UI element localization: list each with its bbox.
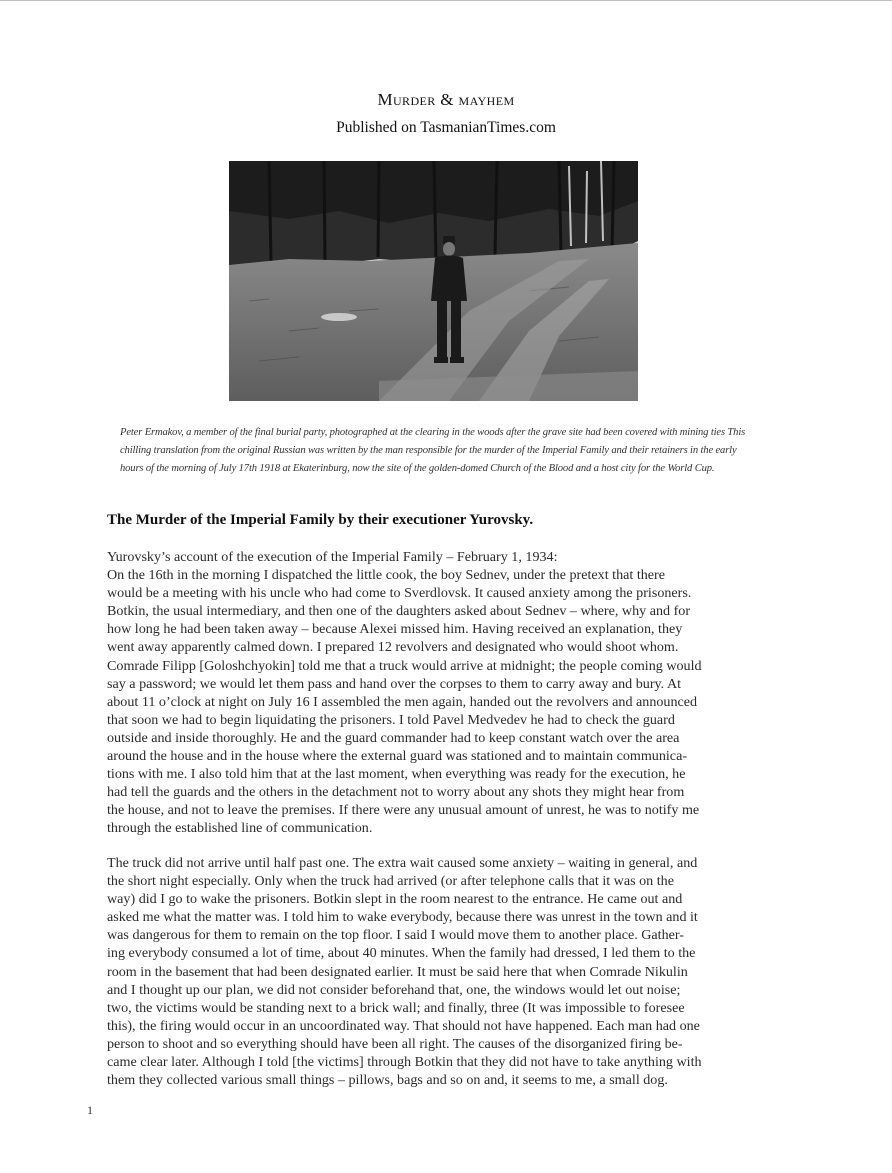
text-line: around the house and in the house where the external guard was stationed and to maintain communica- (107, 748, 688, 765)
text-line: how long he had been taken away – because Alexei missed him. Having received an explanation, they (107, 621, 683, 638)
paragraph-1 (107, 548, 797, 838)
text-line: The truck did not arrive until half past one. The extra wait caused some anxiety – waiting in general, and (107, 855, 698, 871)
text-line: Yurovsky’s account of the execution of the Imperial Family – February 1, 1934: (107, 549, 558, 565)
photo-caption (120, 424, 796, 478)
text-line: outside and inside thoroughly. He and the guard commander had to keep constant watch over the area (107, 729, 680, 746)
article-heading: The Murder of the Imperial Family by their executioner Yurovsky. (107, 512, 534, 528)
caption-line: chilling translation from the original Russian was written by the man responsible for the murder of the Imperial Family and their retainers in the early (120, 445, 737, 456)
historical-photo (229, 161, 638, 401)
text-line: the house, and not to leave the premises. If there were any unusual amount of unrest, he was to notify me (107, 802, 700, 819)
text-line: way) did I go to wake the prisoners. Botkin slept in the room nearest to the entrance. He came out and (107, 891, 683, 908)
text-line: came clear later. Although I told [the victims] through Botkin that they did not have to take anything with (107, 1054, 702, 1071)
text-line: On the 16th in the morning I dispatched the little cook, the boy Sednev, under the pretext that there (107, 567, 665, 584)
text-line: and I thought up our plan, we did not consider beforehand that, one, the windows would let out noise; (107, 981, 681, 998)
top-rule (0, 0, 892, 1)
text-line: was dangerous for them to remain on the top floor. I said I would move them to another place. Gather- (107, 927, 685, 944)
page-title: Murder & mayhem (377, 90, 515, 109)
text-line: this), the firing would occur in an uncoordinated way. That should not have happened. Each man had one (107, 1017, 700, 1034)
caption-line: hours of the morning of July 17th 1918 at Ekaterinburg, now the site of the golden-domed Church of the Blood and a host city for the World Cup. (120, 463, 715, 474)
text-line: person to shoot and so everything should have been all right. The causes of the disorganized firing be- (107, 1035, 683, 1052)
text-line: ing everybody consumed a lot of time, about 40 minutes. When the family had dressed, I led them to the (107, 945, 696, 962)
text-line: two, the victims would be standing next to a brick wall; and finally, three (It was impossible to foresee (107, 999, 685, 1016)
paragraph-2 (107, 854, 797, 1089)
text-line: Comrade Filipp [Goloshchyokin] told me that a truck would arrive at midnight; the people coming would (107, 657, 702, 674)
text-line: went away apparently calmed down. I prepared 12 revolvers and designated who would shoot whom. (107, 639, 679, 656)
text-line: the short night especially. Only when the truck had arrived (or after telephone calls that it was on the (107, 873, 674, 890)
text-line: had tell the guards and the others in the detachment not to worry about any shots they might hear from (107, 784, 685, 801)
text-line: Botkin, the usual intermediary, and then one of the daughters asked about Sednev – where, why and for (107, 603, 691, 620)
page-subtitle: Published on TasmanianTimes.com (336, 119, 556, 136)
caption-line: Peter Ermakov, a member of the final burial party, photographed at the clearing in the woods after the grave site had been covered with mining ties This (120, 427, 746, 438)
text-line: about 11 o’clock at night on July 16 I assembled the men again, handed out the revolvers and announced (107, 693, 698, 710)
page-number: 1 (87, 1103, 93, 1117)
text-line: that soon we had to begin liquidating the prisoners. I told Pavel Medvedev he had to check the guard (107, 711, 675, 728)
text-line: through the established line of communication. (107, 820, 373, 837)
text-line: room in the basement that had been designated earlier. It must be said here that when Comrade Nikulin (107, 963, 688, 980)
text-line: would be a meeting with his uncle who had come to Sverdlovsk. It caused anxiety among the prisoners. (107, 585, 692, 602)
text-line: asked me what the matter was. I told him to wake everybody, because there was unrest in the town and it (107, 909, 698, 926)
text-line: say a password; we would let them pass and hand over the corpses to them to carry away and bury. At (107, 675, 682, 692)
text-line: them they collected various small things – pillows, bags and so on and, it seems to me, a small dog. (107, 1072, 668, 1089)
text-line: tions with me. I also told him that at the last moment, when everything was ready for the execution, he (107, 766, 686, 783)
